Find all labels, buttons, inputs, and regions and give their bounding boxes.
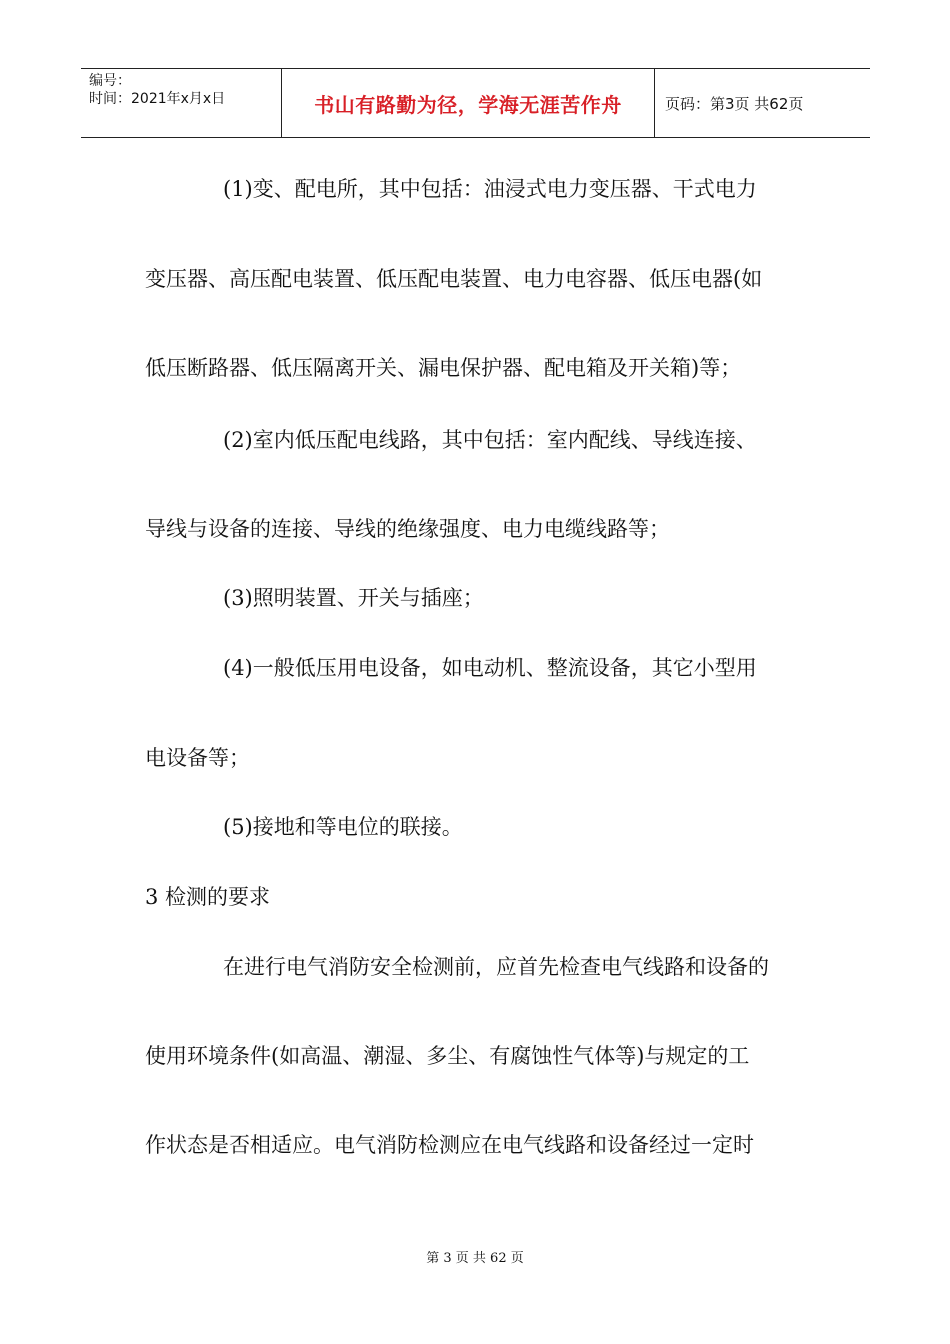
body-line: (4)一般低压用电设备，如电动机、整流设备，其它小型用 <box>223 656 757 680</box>
document-time-label: 时间：2021年x月x日 <box>89 91 226 107</box>
body-line: 电设备等； <box>145 746 250 770</box>
body-line: 在进行电气消防安全检测前，应首先检查电气线路和设备的 <box>223 955 769 979</box>
section-heading: 3 检测的要求 <box>145 885 271 909</box>
body-line: (2)室内低压配电线路，其中包括：室内配线、导线连接、 <box>223 428 757 452</box>
body-line: (1)变、配电所，其中包括：油浸式电力变压器、干式电力 <box>223 177 757 201</box>
header-motto-cell <box>282 69 655 137</box>
page-footer: 第 3 页 共 62 页 <box>426 1251 524 1266</box>
body-line: 使用环境条件(如高温、潮湿、多尘、有腐蚀性气体等)与规定的工 <box>145 1044 750 1068</box>
document-number-label: 编号： <box>89 73 131 89</box>
page-header <box>81 68 870 138</box>
body-line: (5)接地和等电位的联接。 <box>223 815 463 839</box>
body-line: 导线与设备的连接、导线的绝缘强度、电力电缆线路等； <box>145 517 670 541</box>
body-line: 变压器、高压配电装置、低压配电装置、电力电容器、低压电器(如 <box>145 267 763 291</box>
header-page-number: 页码：第3页 共62页 <box>665 94 804 113</box>
header-meta-cell <box>81 69 282 137</box>
body-line: 作状态是否相适应。电气消防检测应在电气线路和设备经过一定时 <box>145 1133 754 1157</box>
header-page-cell <box>655 69 870 137</box>
body-line: (3)照明装置、开关与插座； <box>223 586 484 610</box>
body-line: 低压断路器、低压隔离开关、漏电保护器、配电箱及开关箱)等； <box>145 356 742 380</box>
header-motto: 书山有路勤为径，学海无涯苦作舟 <box>314 92 622 117</box>
